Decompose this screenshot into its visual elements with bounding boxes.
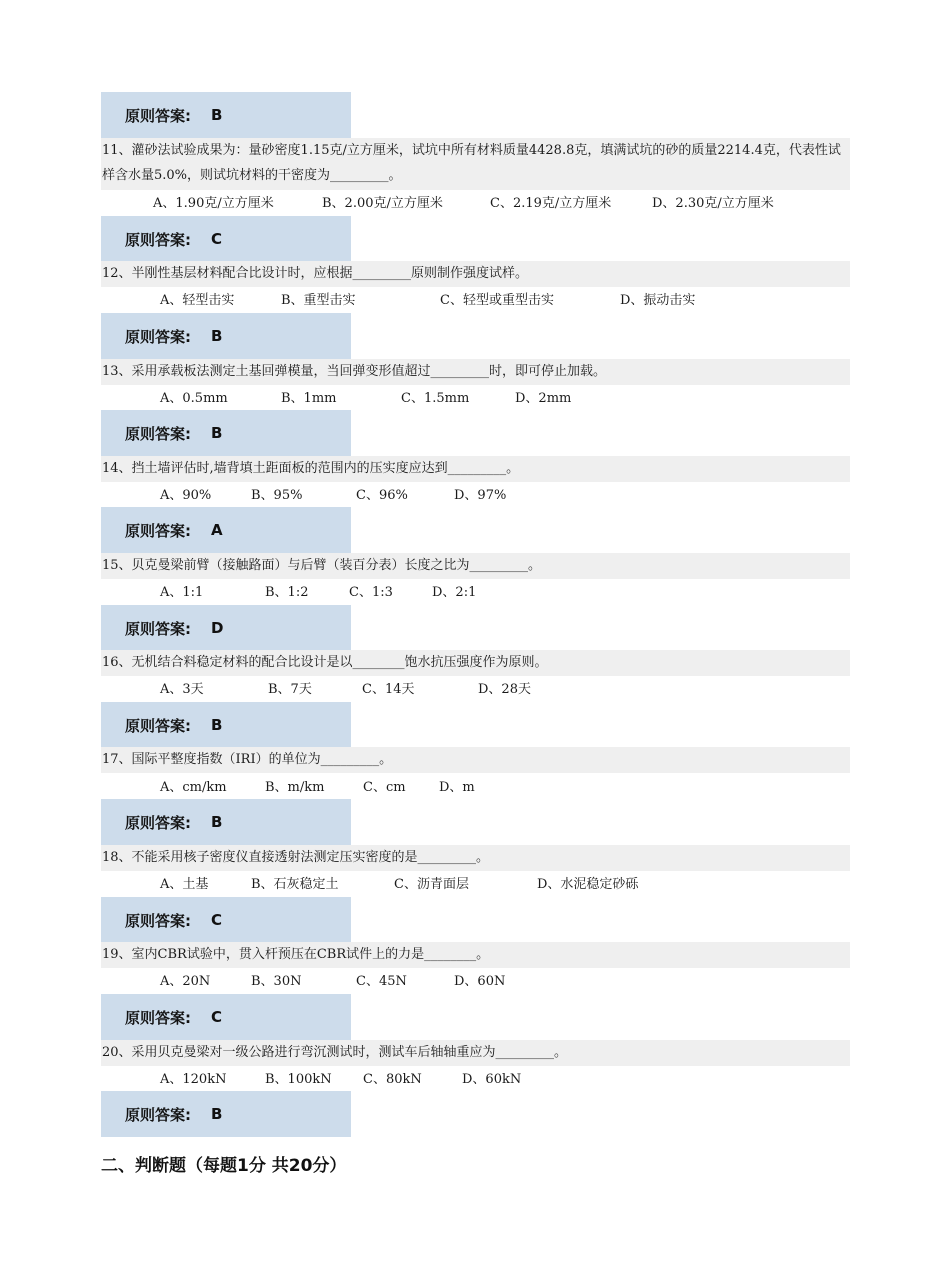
answer-box xyxy=(101,92,351,138)
answer-box xyxy=(101,410,351,456)
option-c: C、96% xyxy=(356,488,408,503)
option-b: B、m/km xyxy=(265,780,325,795)
answer-label: 原则答案: xyxy=(125,911,191,930)
answer-label: 原则答案: xyxy=(125,1008,191,1027)
answer-label: 原则答案: xyxy=(125,813,191,832)
options-20 xyxy=(101,1068,850,1092)
option-c: C、80kN xyxy=(363,1072,422,1087)
option-d: D、振动击实 xyxy=(620,293,696,308)
option-b: B、石灰稳定土 xyxy=(251,877,339,892)
question-15 xyxy=(101,553,850,579)
answer-value: C xyxy=(211,230,223,248)
option-b: B、95% xyxy=(251,488,303,503)
question-text: 15、贝克曼梁前臂（接触路面）与后臂（装百分表）长度之比为_________。 xyxy=(102,558,542,573)
option-a: A、1.90克/立方厘米 xyxy=(153,196,274,211)
question-text: 17、国际平整度指数（IRI）的单位为_________。 xyxy=(102,752,393,767)
option-a: A、90% xyxy=(160,488,212,503)
answer-box xyxy=(101,1091,351,1137)
option-c: C、1:3 xyxy=(349,585,393,600)
option-a: A、0.5mm xyxy=(160,391,228,406)
options-13 xyxy=(101,387,850,411)
option-d: D、28天 xyxy=(478,682,531,697)
answer-box xyxy=(101,799,351,845)
option-a: A、3天 xyxy=(160,682,204,697)
option-a: A、cm/km xyxy=(160,780,227,795)
answer-label: 原则答案: xyxy=(125,716,191,735)
option-c: C、1.5mm xyxy=(401,391,470,406)
answer-box xyxy=(101,507,351,553)
question-text: 12、半刚性基层材料配合比设计时，应根据_________原则制作强度试样。 xyxy=(102,266,529,281)
option-c: C、14天 xyxy=(362,682,415,697)
answer-value: C xyxy=(211,911,223,929)
options-19 xyxy=(101,970,850,994)
options-14 xyxy=(101,484,850,508)
answer-value: B xyxy=(211,716,223,734)
question-17 xyxy=(101,747,850,773)
question-20 xyxy=(101,1040,850,1066)
question-18 xyxy=(101,845,850,871)
option-c: C、45N xyxy=(356,974,407,989)
answer-label: 原则答案: xyxy=(125,1105,191,1124)
answer-value: B xyxy=(211,1105,223,1123)
option-b: B、重型击实 xyxy=(281,293,356,308)
answer-box xyxy=(101,994,351,1040)
answer-box xyxy=(101,702,351,748)
options-18 xyxy=(101,873,850,897)
answer-label: 原则答案: xyxy=(125,327,191,346)
answer-value: C xyxy=(211,1008,223,1026)
answer-label: 原则答案: xyxy=(125,230,191,249)
answer-label: 原则答案: xyxy=(125,619,191,638)
option-b: B、7天 xyxy=(268,682,312,697)
option-b: B、100kN xyxy=(265,1072,332,1087)
option-d: D、水泥稳定砂砾 xyxy=(537,877,639,892)
option-b: B、1mm xyxy=(281,391,337,406)
options-12 xyxy=(101,289,850,313)
option-d: D、m xyxy=(439,780,475,795)
question-11 xyxy=(101,138,850,190)
option-a: A、1:1 xyxy=(160,585,204,600)
options-17 xyxy=(101,776,850,800)
answer-value: B xyxy=(211,813,223,831)
answer-box xyxy=(101,897,351,943)
option-b: B、1:2 xyxy=(265,585,309,600)
question-text: 20、采用贝克曼梁对一级公路进行弯沉测试时，测试车后轴轴重应为_________。 xyxy=(102,1045,568,1060)
option-a: A、土基 xyxy=(160,877,209,892)
question-16 xyxy=(101,650,850,676)
answer-label: 原则答案: xyxy=(125,106,191,125)
option-c: C、2.19克/立方厘米 xyxy=(490,196,612,211)
answer-label: 原则答案: xyxy=(125,424,191,443)
question-text: 16、无机结合料稳定材料的配合比设计是以________饱水抗压强度作为原则。 xyxy=(102,655,548,670)
option-a: A、轻型击实 xyxy=(160,293,235,308)
question-14 xyxy=(101,456,850,482)
answer-box xyxy=(101,216,351,262)
option-d: D、97% xyxy=(454,488,507,503)
option-d: D、2.30克/立方厘米 xyxy=(652,196,774,211)
option-c: C、沥青面层 xyxy=(394,877,469,892)
question-text: 11、灌砂法试验成果为：量砂密度1.15克/立方厘米，试坑中所有材料质量4428.8克，填满试坑的砂的质量2214.4克，代表性试样含水量5.0%，则试坑材料的干密度为_________。 xyxy=(102,143,841,183)
question-text: 19、室内CBR试验中，贯入杆预压在CBR试件上的力是________。 xyxy=(102,947,490,962)
answer-box xyxy=(101,313,351,359)
answer-value: D xyxy=(211,619,224,637)
question-13 xyxy=(101,359,850,385)
answer-value: B xyxy=(211,424,223,442)
option-d: D、60N xyxy=(454,974,506,989)
option-b: B、30N xyxy=(251,974,302,989)
question-12 xyxy=(101,261,850,287)
option-d: D、2mm xyxy=(515,391,572,406)
options-15 xyxy=(101,581,850,605)
option-a: A、20N xyxy=(160,974,211,989)
question-text: 14、挡土墙评估时,墙背填土距面板的范围内的压实度应达到_________。 xyxy=(102,461,520,476)
options-11 xyxy=(101,192,850,216)
option-b: B、2.00克/立方厘米 xyxy=(322,196,443,211)
option-c: C、cm xyxy=(363,780,406,795)
option-c: C、轻型或重型击实 xyxy=(440,293,554,308)
question-text: 13、采用承载板法测定土基回弹模量，当回弹变形值超过_________时，即可停止加载。 xyxy=(102,364,607,379)
section-heading: 二、判断题（每题1分 共20分） xyxy=(101,1156,347,1176)
answer-value: B xyxy=(211,106,223,124)
answer-box xyxy=(101,605,351,651)
answer-value: B xyxy=(211,327,223,345)
question-19 xyxy=(101,942,850,968)
options-16 xyxy=(101,678,850,702)
question-text: 18、不能采用核子密度仪直接透射法测定压实密度的是_________。 xyxy=(102,850,490,865)
option-a: A、120kN xyxy=(160,1072,227,1087)
answer-value: A xyxy=(211,521,223,539)
answer-label: 原则答案: xyxy=(125,521,191,540)
option-d: D、60kN xyxy=(462,1072,522,1087)
option-d: D、2:1 xyxy=(432,585,477,600)
